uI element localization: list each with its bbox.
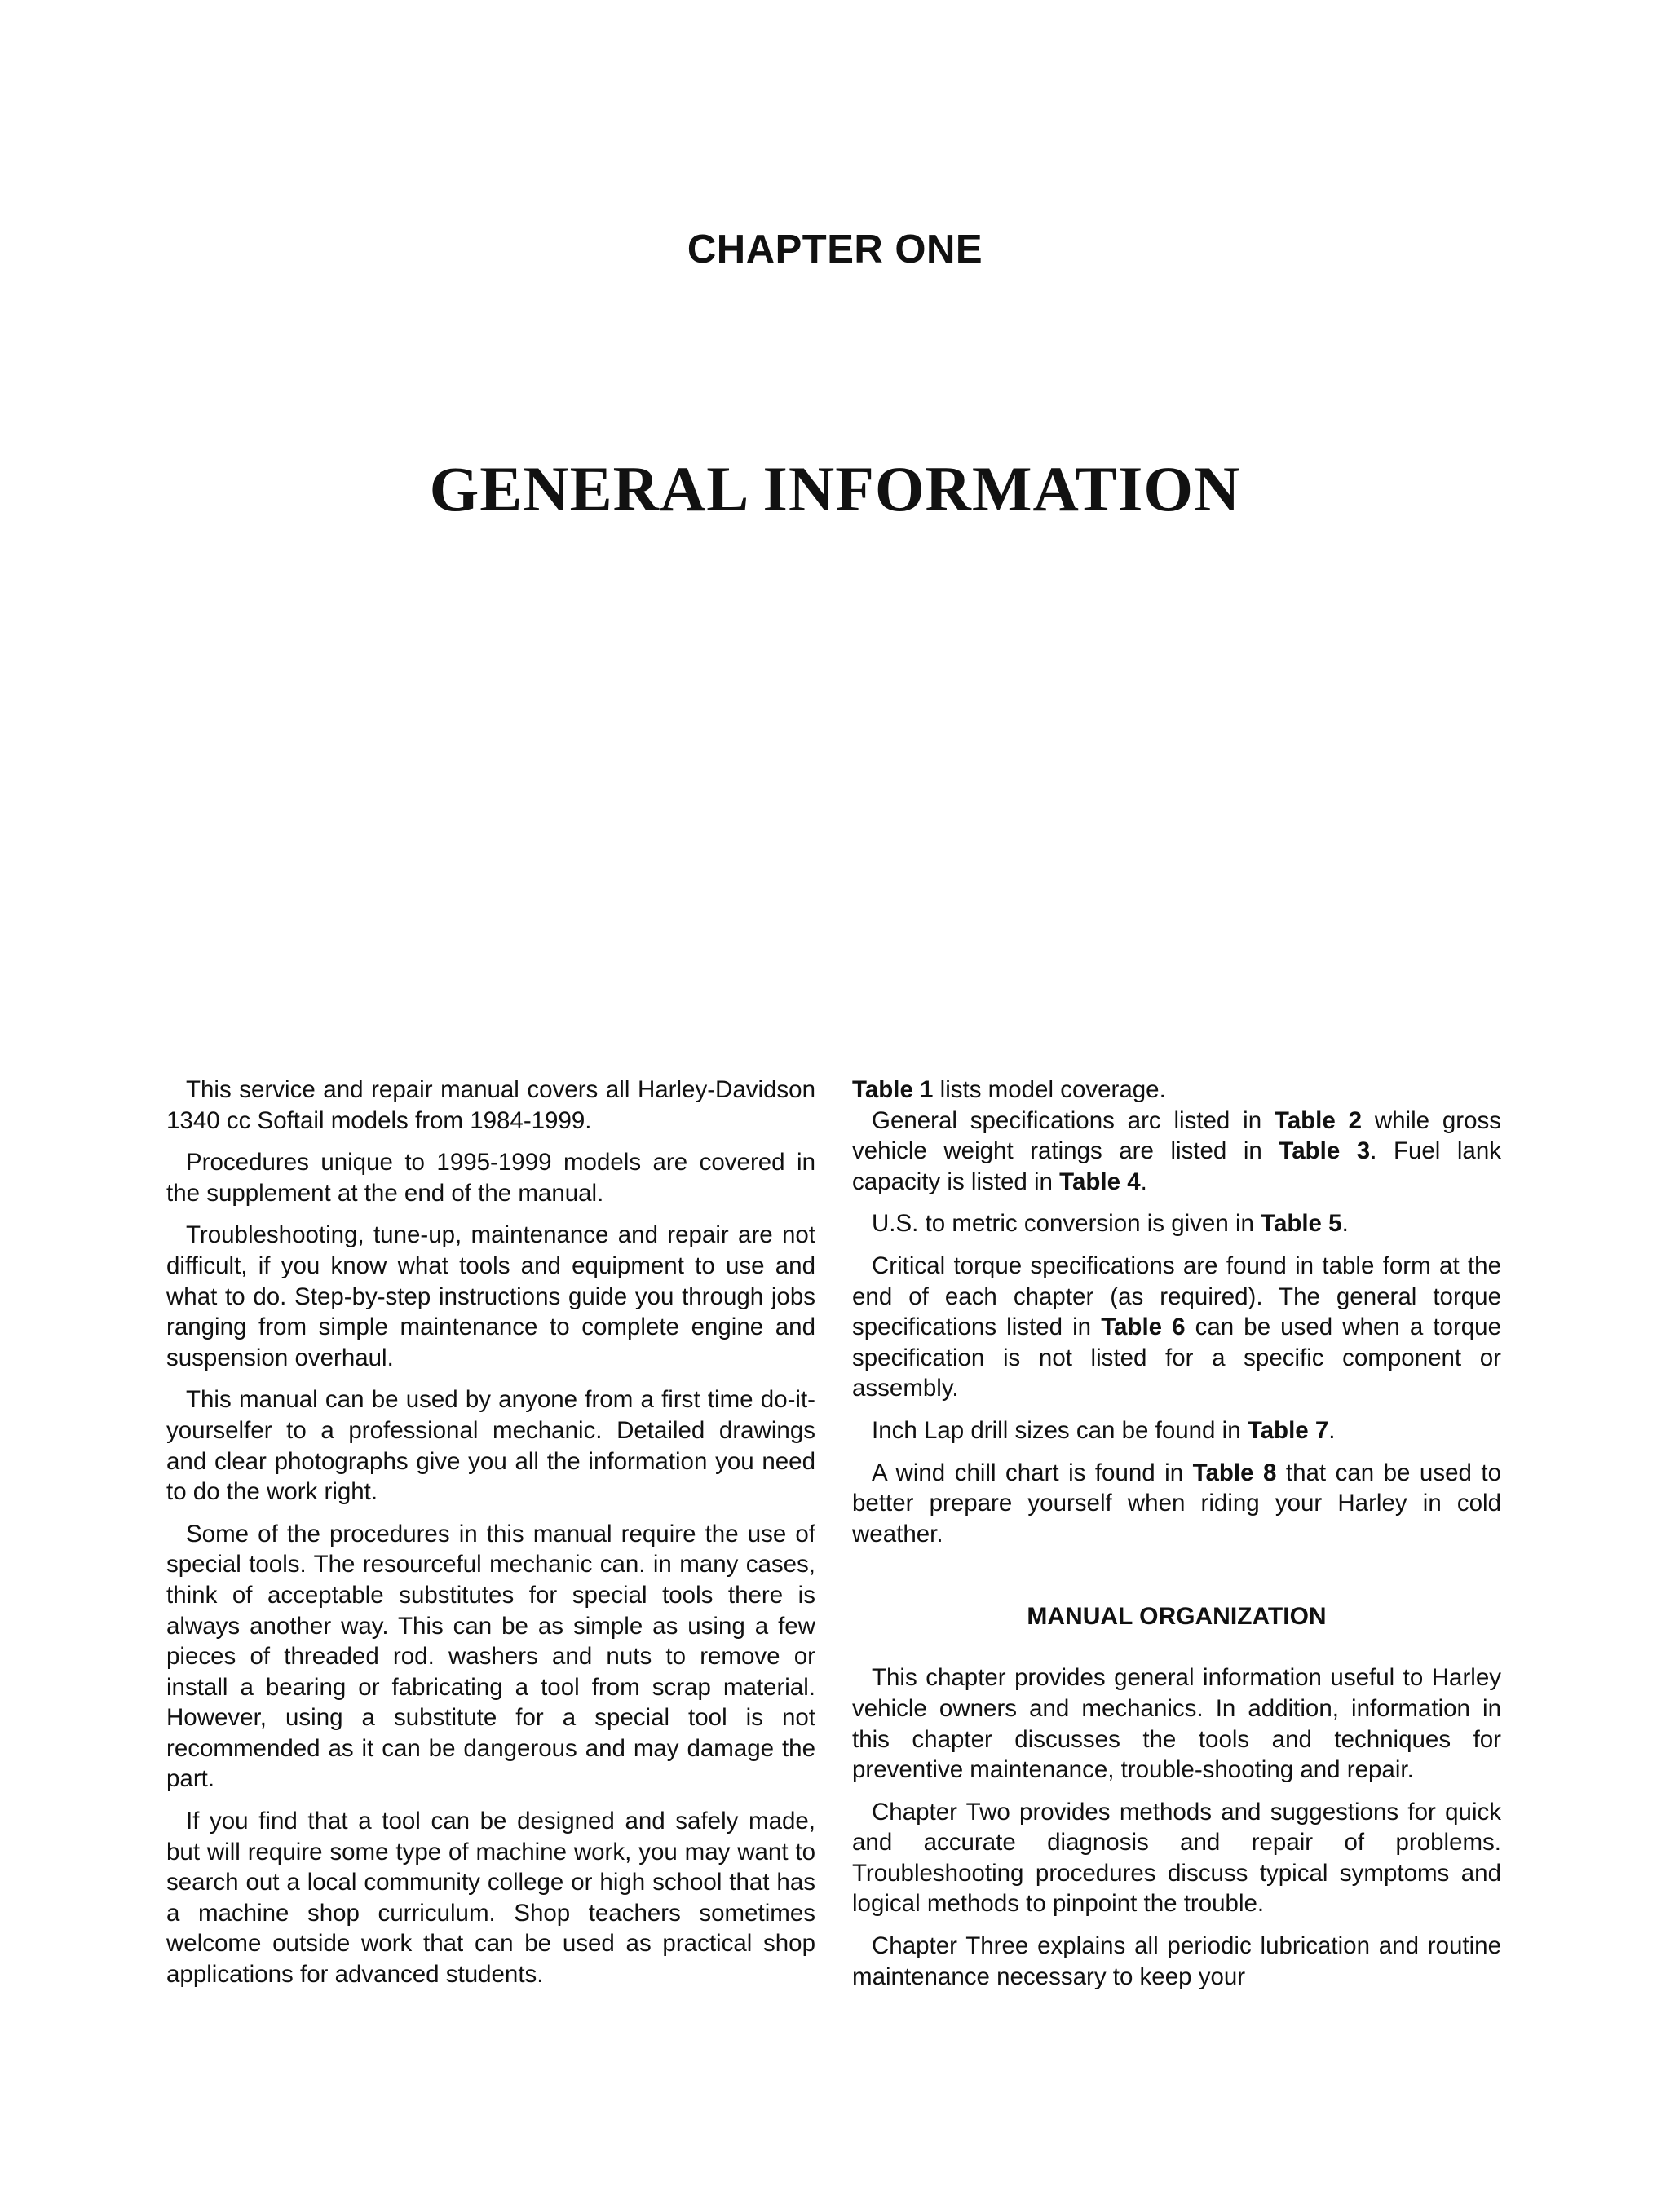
- table-reference: Table 1: [852, 1076, 934, 1103]
- table-reference: Table 8: [1192, 1459, 1277, 1486]
- table-reference: Table 2: [1274, 1106, 1363, 1134]
- paragraph: [852, 1106, 1501, 1198]
- table-reference: Table 5: [1261, 1210, 1342, 1238]
- paragraph-text: lists model coverage.: [933, 1076, 1166, 1103]
- paragraph-text: Some of the procedures in this manual require the use of special tools. The resourceful mechanic can. in many cases, think of acceptable substitutes for special tools there is always another way. This can be as simple as using a few pieces of threaded rod. washers and nuts to remove or install a bearing or fabricating a tool from scrap material. However, using a substitute for a special tool is not recommended as it can be dangerous and may damage the part.: [166, 1520, 815, 1793]
- paragraph-text: .: [1140, 1168, 1147, 1195]
- paragraph-text: A wind chill chart is found in: [872, 1459, 1193, 1486]
- paragraph-text: This service and repair manual covers all Harley-Davidson 1340 cc Softail models from 1984-1999.: [166, 1076, 815, 1134]
- paragraph: [166, 1519, 815, 1795]
- paragraph: [852, 1797, 1501, 1919]
- paragraph: [852, 1251, 1501, 1404]
- paragraph: [852, 1931, 1501, 1992]
- paragraph: [166, 1220, 815, 1373]
- left-column: [166, 1075, 815, 2002]
- paragraph-text: that can be used to better prepare yourself when riding your Harley in cold weather.: [852, 1459, 1501, 1548]
- paragraph-text: Inch Lap drill sizes can be found in: [872, 1416, 1248, 1444]
- paragraph-text: Critical torque specifications are found in table form at the end of each chapter (as required). The general torque specifications listed in: [852, 1252, 1501, 1341]
- paragraph: [166, 1147, 815, 1208]
- paragraph-text: Chapter Three explains all periodic lubrication and routine maintenance necessary to keep your: [852, 1932, 1501, 1990]
- paragraph: [852, 1415, 1501, 1446]
- paragraph-text: U.S. to metric conversion is given in: [872, 1210, 1261, 1238]
- page-title: GENERAL INFORMATION: [429, 453, 1241, 524]
- paragraph: [852, 1208, 1501, 1239]
- paragraph: [852, 1662, 1501, 1785]
- paragraph-text: can be used when a torque specification is not listed for a specific component or assembly.: [852, 1314, 1501, 1402]
- paragraph: [166, 1384, 815, 1507]
- paragraph-text: while gross vehicle weight ratings are listed in: [852, 1106, 1502, 1165]
- paragraph: [166, 1075, 815, 1136]
- paragraph-text: Chapter Two provides methods and suggestions for quick and accurate diagnosis and repair of problems. Troubleshooting procedures discuss typical symptoms and logical methods to pinpoint the trouble.: [852, 1798, 1501, 1918]
- paragraph-text: If you find that a tool can be designed and safely made, but will require some type of machine work, you may want to search out a local community college or high school that has a machine shop curriculum. Shop teachers sometimes welcome outside work that can be used as practical shop applications for advanced students.: [166, 1808, 815, 1989]
- table-reference: Table 7: [1247, 1416, 1329, 1444]
- paragraph-text: Troubleshooting, tune-up, maintenance and repair are not difficult, if you know what tools and equipment to use and what to do. Step-by-step instructions guide you through jobs ranging from simple maintenance to complete engine and suspension overhaul.: [166, 1221, 815, 1371]
- paragraph: [852, 1075, 1501, 1106]
- chapter-label: CHAPTER ONE: [687, 227, 983, 272]
- paragraph: [852, 1458, 1501, 1550]
- paragraph: [166, 1806, 815, 1990]
- paragraph-text: .: [1328, 1416, 1336, 1444]
- paragraph-text: This manual can be used by anyone from a first time do-it-yourselfer to a professional mechanic. Detailed drawings and clear photographs give you all the information you need to do the work right.: [166, 1386, 815, 1506]
- paragraph-text: . Fuel lank capacity is listed in: [852, 1137, 1501, 1195]
- paragraph-text: Procedures unique to 1995-1999 models are covered in the supplement at the end of the manual.: [166, 1149, 815, 1207]
- table-reference: Table 6: [1101, 1314, 1186, 1341]
- paragraph-text: General specifications arc listed in: [872, 1106, 1275, 1134]
- table-reference: Table 3: [1279, 1137, 1371, 1165]
- section-heading-manual-organization: MANUAL ORGANIZATION: [1027, 1603, 1327, 1631]
- table-reference: Table 4: [1059, 1168, 1141, 1195]
- paragraph-text: .: [1341, 1210, 1349, 1238]
- right-column: [852, 1075, 1501, 2003]
- paragraph-text: This chapter provides general information useful to Harley vehicle owners and mechanics. In addition, information in this chapter discusses the tools and techniques for preventive maintenance, trouble-shooting and repair.: [852, 1664, 1501, 1784]
